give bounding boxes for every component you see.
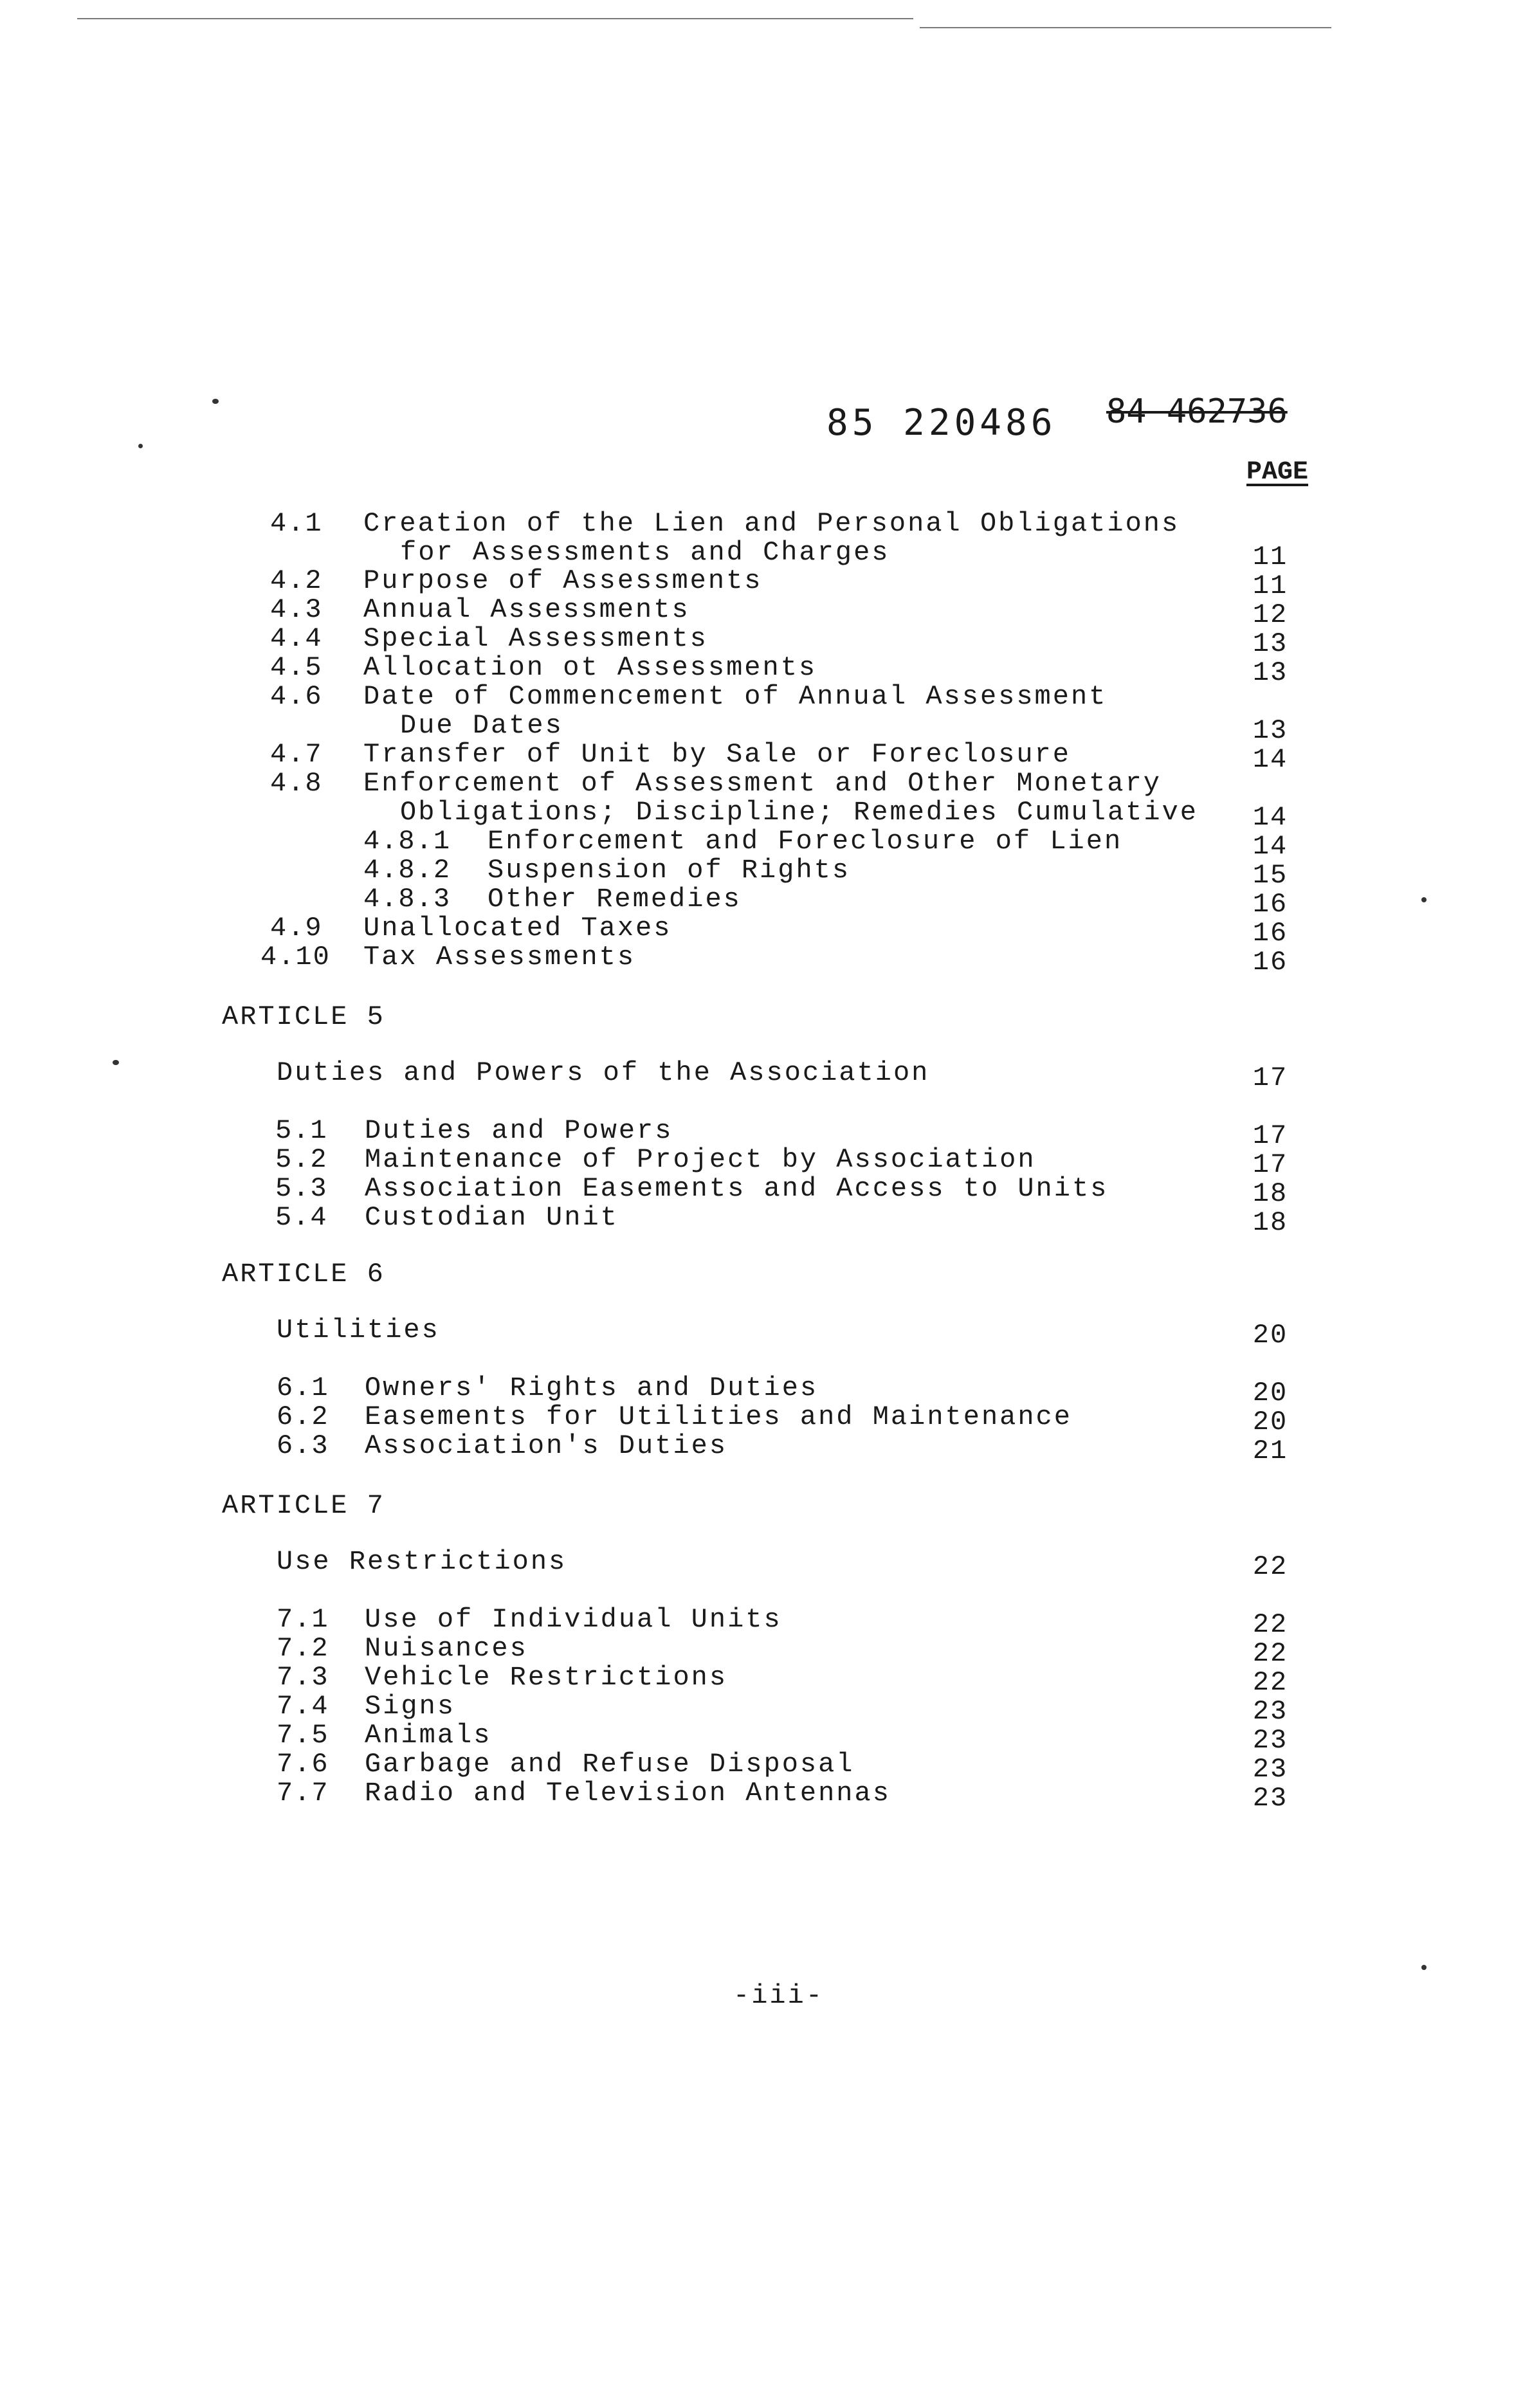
page-number: 17 xyxy=(1252,1120,1288,1151)
page-number: 13 xyxy=(1252,628,1288,659)
section-title: Custodian Unit xyxy=(365,1202,619,1233)
section-title: Purpose of Assessments xyxy=(363,565,763,596)
scan-speck xyxy=(212,399,219,404)
section-title: Signs xyxy=(365,1691,456,1722)
section-number: 7.2 xyxy=(277,1633,329,1664)
section-number: 6.2 xyxy=(277,1401,329,1432)
section-number: 7.3 xyxy=(277,1662,329,1693)
document-number: 85 220486 xyxy=(826,402,1057,444)
section-number: 4.1 xyxy=(270,508,323,539)
section-number: 7.1 xyxy=(277,1604,329,1635)
section-title: Vehicle Restrictions xyxy=(365,1662,728,1693)
page-number: 23 xyxy=(1252,1725,1288,1756)
scan-speck xyxy=(138,444,143,448)
section-title: Maintenance of Project by Association xyxy=(365,1144,1036,1175)
section-title: Transfer of Unit by Sale or Foreclosure xyxy=(363,739,1071,770)
scan-speck xyxy=(1421,1965,1427,1970)
page-number: 20 xyxy=(1252,1320,1288,1351)
article-title: Duties and Powers of the Association xyxy=(277,1057,930,1088)
page-number: 23 xyxy=(1252,1696,1288,1727)
page-number: 14 xyxy=(1252,744,1288,775)
section-number: 4.9 xyxy=(270,913,323,944)
section-title: Animals xyxy=(365,1720,492,1751)
section-number: 4.8.3 xyxy=(363,884,451,915)
article-heading: ARTICLE 5 xyxy=(222,1001,385,1032)
section-number: 5.4 xyxy=(275,1202,328,1233)
page-column-label: PAGE xyxy=(1246,458,1309,487)
section-number: 4.4 xyxy=(270,623,323,654)
section-number: 7.6 xyxy=(277,1749,329,1780)
section-number: 7.7 xyxy=(277,1778,329,1809)
section-title: Special Assessments xyxy=(363,623,708,654)
page-number: 11 xyxy=(1252,570,1288,601)
page-number: 22 xyxy=(1252,1638,1288,1669)
page-number: 13 xyxy=(1252,715,1288,746)
section-title: Creation of the Lien and Personal Obligations xyxy=(363,508,1180,539)
page-number: 23 xyxy=(1252,1754,1288,1785)
page-number: 18 xyxy=(1252,1178,1288,1209)
article-heading: ARTICLE 6 xyxy=(222,1259,385,1290)
section-title: Tax Assessments xyxy=(363,942,636,972)
section-number: 4.10 xyxy=(260,942,331,972)
section-title-continued: for Assessments and Charges xyxy=(400,537,890,568)
section-title: Duties and Powers xyxy=(365,1115,673,1146)
page-number: 17 xyxy=(1252,1149,1288,1180)
section-number: 5.2 xyxy=(275,1144,328,1175)
section-number: 5.1 xyxy=(275,1115,328,1146)
section-title: Use of Individual Units xyxy=(365,1604,782,1635)
article-title: Utilities xyxy=(277,1315,440,1345)
section-title-continued: Due Dates xyxy=(400,710,563,741)
page-number: 22 xyxy=(1252,1551,1288,1582)
superseded-document-number: 84 462736 xyxy=(1106,392,1288,431)
page-number: 14 xyxy=(1252,802,1288,833)
section-title-continued: Obligations; Discipline; Remedies Cumulative xyxy=(400,797,1198,828)
section-title: Other Remedies xyxy=(488,884,742,915)
page-number: 13 xyxy=(1252,657,1288,688)
scan-speck xyxy=(113,1060,119,1065)
section-title: Allocation ot Assessments xyxy=(363,652,817,683)
page-number: 20 xyxy=(1252,1407,1288,1437)
page-number: 11 xyxy=(1252,542,1288,572)
section-number: 6.1 xyxy=(277,1373,329,1403)
page-number: 22 xyxy=(1252,1667,1288,1698)
scan-top-rule xyxy=(77,18,913,19)
page-number: 21 xyxy=(1252,1436,1288,1466)
section-number: 4.8 xyxy=(270,768,323,799)
page-number: 12 xyxy=(1252,599,1288,630)
page-number: 14 xyxy=(1252,831,1288,862)
section-number: 7.4 xyxy=(277,1691,329,1722)
section-title: Easements for Utilities and Maintenance xyxy=(365,1401,1072,1432)
section-number: 4.6 xyxy=(270,681,323,712)
footer-page-number: -iii- xyxy=(733,1980,825,2011)
page-number: 15 xyxy=(1252,860,1288,891)
page-number: 22 xyxy=(1252,1609,1288,1640)
section-title: Enforcement of Assessment and Other Monetary xyxy=(363,768,1162,799)
section-title: Enforcement and Foreclosure of Lien xyxy=(488,826,1123,857)
section-number: 4.2 xyxy=(270,565,323,596)
section-number: 4.8.1 xyxy=(363,826,451,857)
section-number: 4.3 xyxy=(270,594,323,625)
section-title: Unallocated Taxes xyxy=(363,913,672,944)
section-number: 7.5 xyxy=(277,1720,329,1751)
section-number: 4.8.2 xyxy=(363,855,451,886)
section-number: 4.5 xyxy=(270,652,323,683)
section-number: 5.3 xyxy=(275,1173,328,1204)
page-number: 16 xyxy=(1252,889,1288,920)
section-title: Suspension of Rights xyxy=(488,855,851,886)
section-title: Association's Duties xyxy=(365,1430,728,1461)
scan-speck xyxy=(1421,897,1427,902)
section-title: Association Easements and Access to Units xyxy=(365,1173,1109,1204)
page-number: 18 xyxy=(1252,1207,1288,1238)
section-title: Owners' Rights and Duties xyxy=(365,1373,819,1403)
section-title: Nuisances xyxy=(365,1633,528,1664)
section-title: Garbage and Refuse Disposal xyxy=(365,1749,855,1780)
section-title: Radio and Television Antennas xyxy=(365,1778,891,1809)
section-number: 4.7 xyxy=(270,739,323,770)
page-number: 17 xyxy=(1252,1063,1288,1093)
page-number: 23 xyxy=(1252,1783,1288,1814)
section-title: Date of Commencement of Annual Assessment xyxy=(363,681,1108,712)
section-number: 6.3 xyxy=(277,1430,329,1461)
page-number: 16 xyxy=(1252,918,1288,949)
article-title: Use Restrictions xyxy=(277,1546,567,1577)
scan-top-rule-right xyxy=(920,27,1331,28)
page-number: 16 xyxy=(1252,947,1288,978)
page-number: 20 xyxy=(1252,1378,1288,1409)
section-title: Annual Assessments xyxy=(363,594,690,625)
article-heading: ARTICLE 7 xyxy=(222,1490,385,1521)
